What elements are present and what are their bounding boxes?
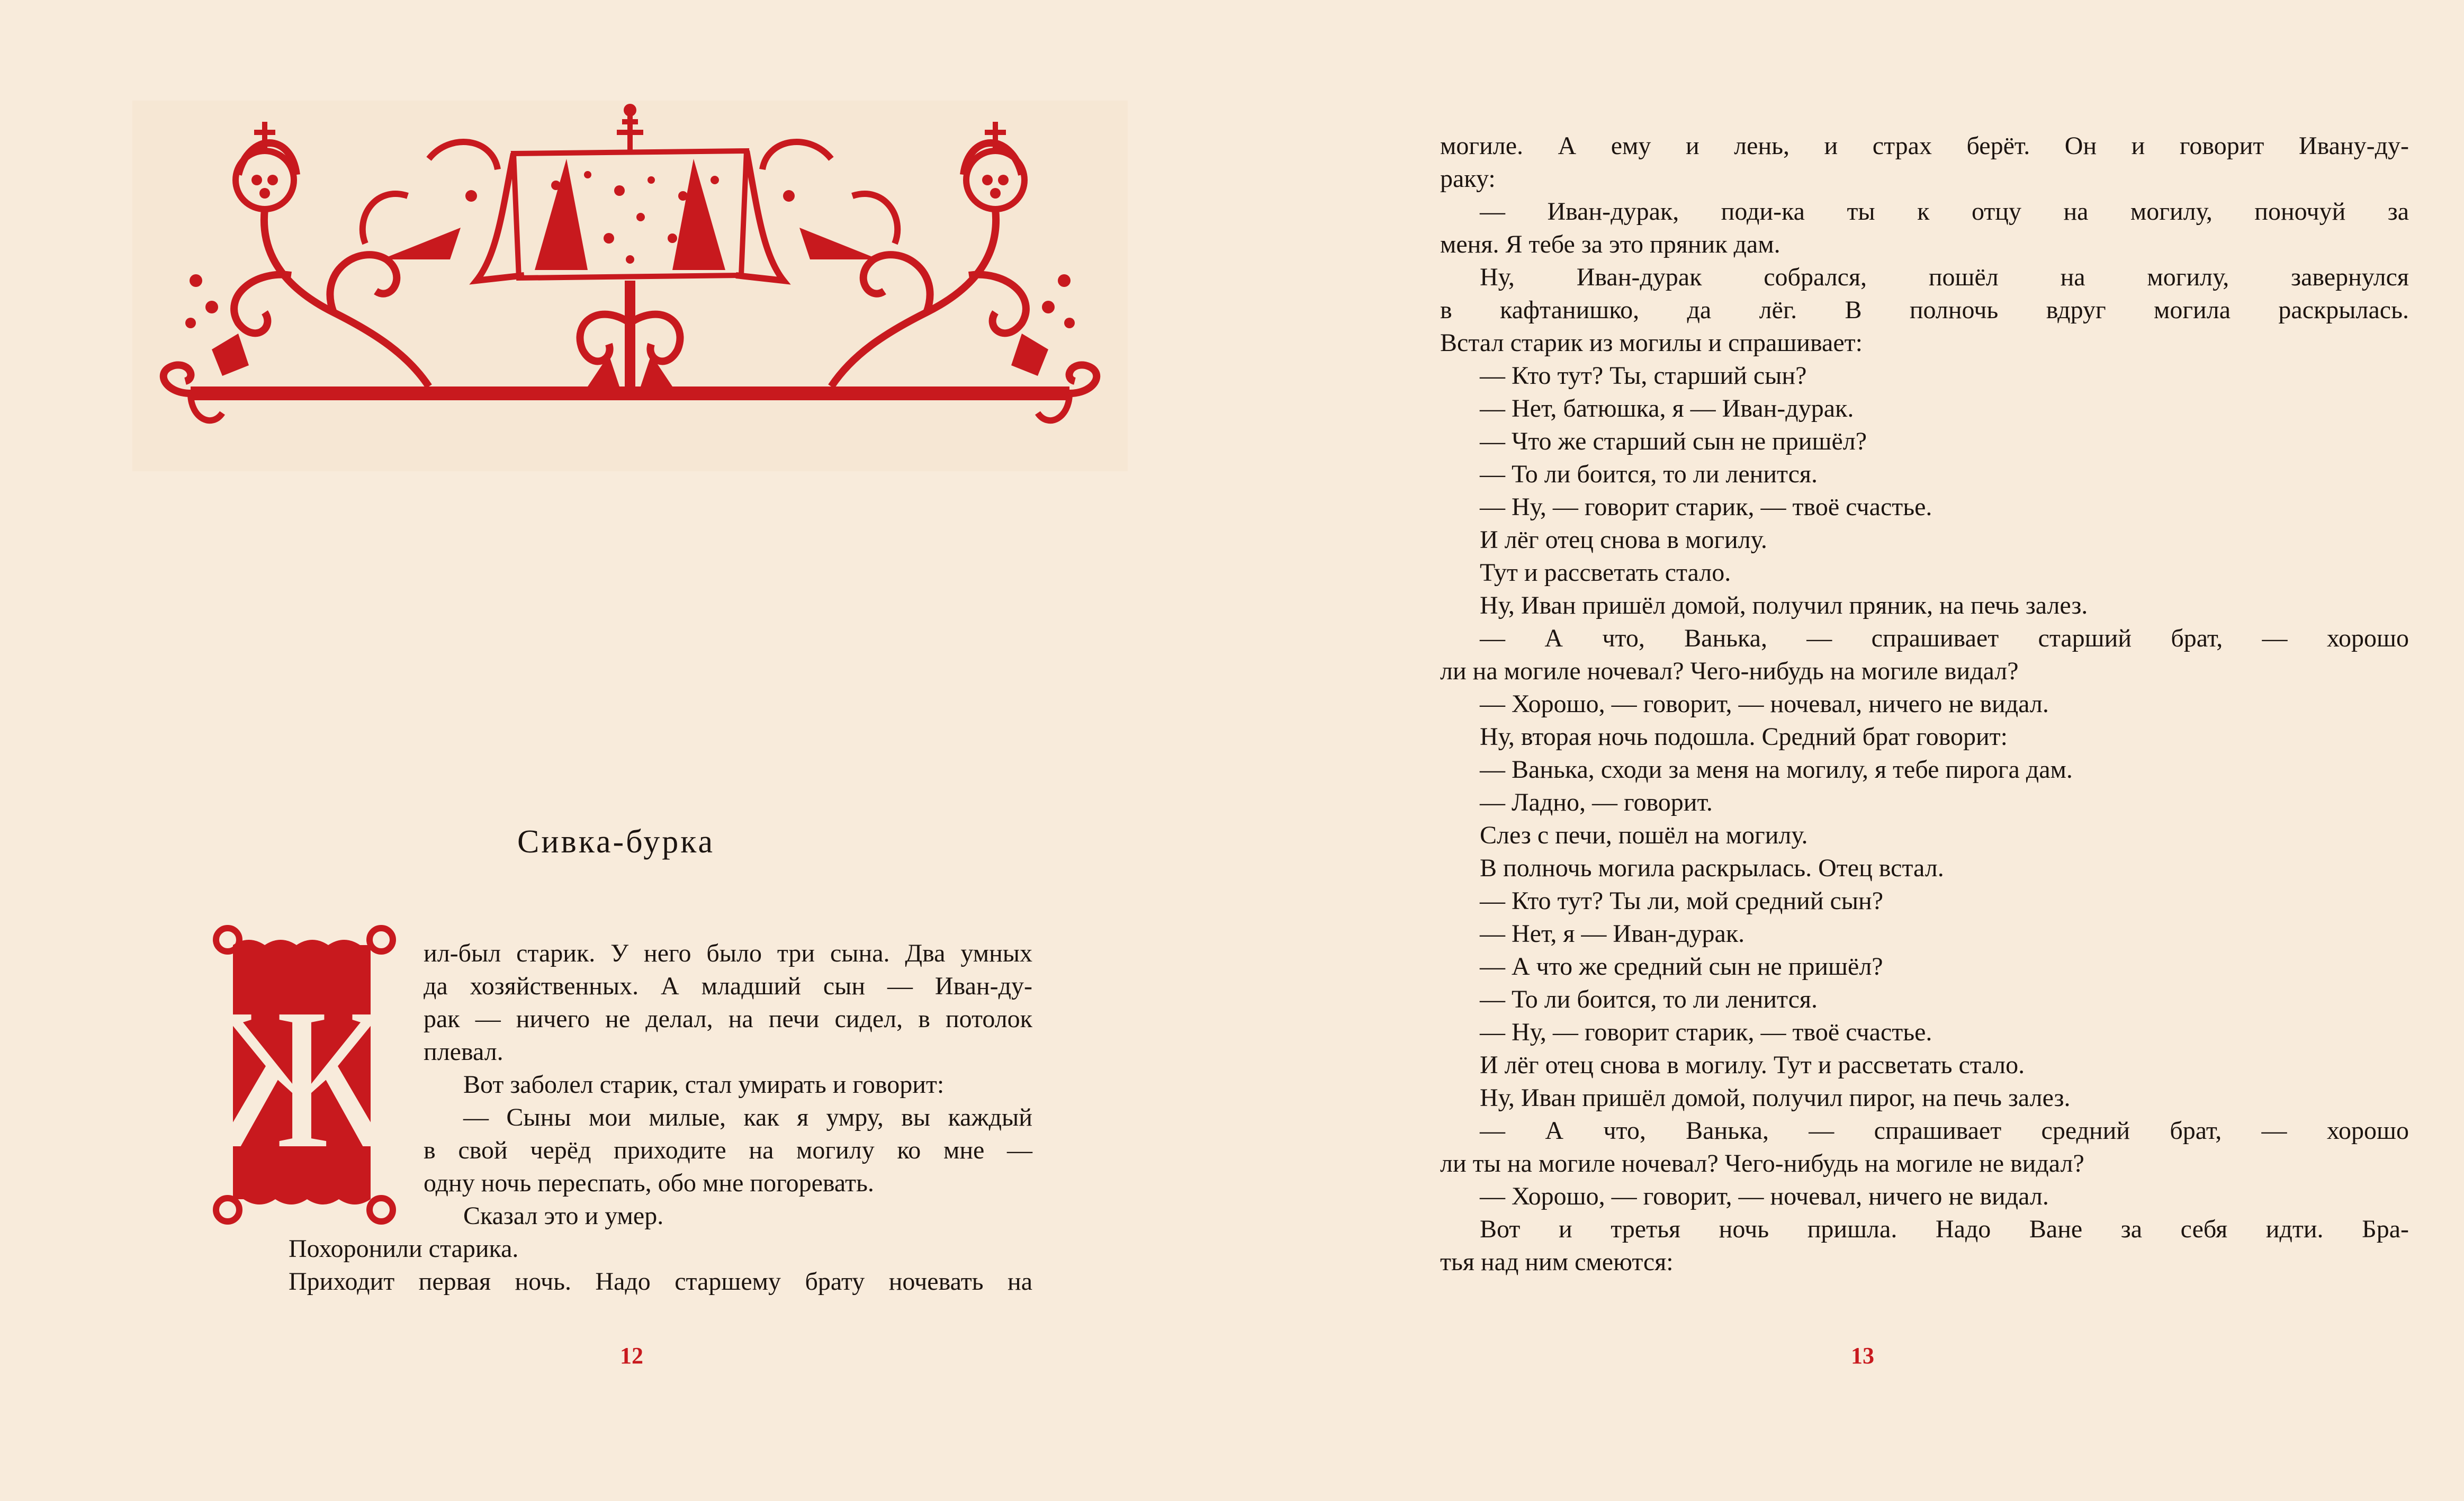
text-line: — Ванька, сходи за меня на могилу, я тебе пирога дам.	[1480, 756, 2073, 784]
drop-cap-initial-icon	[212, 924, 402, 1226]
story-title: Сивка-бурка	[517, 824, 715, 860]
text-line: — То ли боится, то ли ленится.	[1480, 460, 1818, 488]
text-line: Тут и рассветать стало.	[1480, 559, 1731, 587]
text-line: в свой черёд приходите на могилу ко мне —	[424, 1136, 1032, 1164]
text-line: плевал.	[424, 1038, 503, 1066]
text-line: — Кто тут? Ты, старший сын?	[1480, 362, 1807, 390]
text-line: могиле. А ему и лень, и страх берёт. Он и говорит Ивану-ду-	[1440, 132, 2409, 160]
text-line: Ну, вторая ночь подошла. Средний брат говорит:	[1480, 723, 2008, 751]
page-number-left: 12	[620, 1343, 643, 1369]
text-line: — Иван-дурак, поди-ка ты к отцу на могилу, поночуй за	[1480, 197, 2409, 226]
text-line: тья над ним смеются:	[1440, 1248, 1674, 1276]
text-line: Приходит первая ночь. Надо старшему брату ночевать на	[289, 1268, 1032, 1296]
text-line: ли ты на могиле ночевал? Чего-нибудь на могиле не видал?	[1440, 1149, 2084, 1178]
text-line: Вот заболел старик, стал умирать и говорит:	[463, 1071, 945, 1099]
floral-headpiece-icon	[132, 101, 1128, 471]
drop-cap-letter: Ж	[212, 967, 392, 1190]
text-line: рак — ничего не делал, на печи сидел, в потолок	[424, 1005, 1032, 1033]
text-line: — Ладно, — говорит.	[1480, 788, 1713, 816]
text-line: — Нет, батюшка, я — Иван-дурак.	[1480, 394, 1854, 423]
text-line: — Хорошо, — говорит, — ночевал, ничего не видал.	[1480, 1182, 2049, 1210]
text-line: — Что же старший сын не пришёл?	[1480, 427, 1867, 455]
text-line: раку:	[1440, 165, 1496, 193]
text-line: Сказал это и умер.	[463, 1202, 664, 1230]
text-line: одну ночь переспать, обо мне погоревать.	[424, 1169, 874, 1197]
text-line: Слез с печи, пошёл на могилу.	[1480, 821, 1808, 849]
text-line: Вот и третья ночь пришла. Надо Ване за себя идти. Бра-	[1480, 1215, 2409, 1243]
text-line: — То ли боится, то ли ленится.	[1480, 985, 1818, 1013]
text-line: — А что, Ванька, — спрашивает средний брат, — хорошо	[1480, 1117, 2409, 1145]
text-line: — Сыны мои милые, как я умру, вы каждый	[463, 1103, 1032, 1131]
text-line: меня. Я тебе за это пряник дам.	[1440, 230, 1780, 258]
text-line: — Ну, — говорит старик, — твоё счастье.	[1480, 493, 1932, 521]
text-line: в кафтанишко, да лёг. В полночь вдруг могила раскрылась.	[1440, 296, 2409, 324]
text-line: — Нет, я — Иван-дурак.	[1480, 920, 1745, 948]
right-page	[1232, 0, 2464, 1501]
text-line: И лёг отец снова в могилу.	[1480, 526, 1767, 554]
text-line: — Ну, — говорит старик, — твоё счастье.	[1480, 1018, 1932, 1046]
text-line: — А что же средний сын не пришёл?	[1480, 952, 1883, 981]
text-line: Ну, Иван пришёл домой, получил пирог, на печь залез.	[1480, 1084, 2071, 1112]
text-line: Похоронили старика.	[289, 1235, 519, 1263]
text-line: И лёг отец снова в могилу. Тут и рассветать стало.	[1480, 1051, 2025, 1079]
text-line: — Кто тут? Ты ли, мой средний сын?	[1480, 887, 1884, 915]
text-line: да хозяйственных. А младший сын — Иван-ду-	[424, 972, 1032, 1000]
text-line: В полночь могила раскрылась. Отец встал.	[1480, 854, 1944, 882]
page-number-right: 13	[1851, 1343, 1874, 1369]
text-line: — А что, Ванька, — спрашивает старший брат, — хорошо	[1480, 624, 2409, 652]
text-line: Встал старик из могилы и спрашивает:	[1440, 329, 1863, 357]
text-line: — Хорошо, — говорит, — ночевал, ничего не видал.	[1480, 690, 2049, 718]
text-line: ли на могиле ночевал? Чего-нибудь на могиле видал?	[1440, 657, 2019, 685]
text-line: ил-был старик. У него было три сына. Два умных	[424, 939, 1032, 967]
text-line: Ну, Иван-дурак собрался, пошёл на могилу, завернулся	[1480, 263, 2409, 291]
text-line: Ну, Иван пришёл домой, получил пряник, на печь залез.	[1480, 591, 2088, 619]
